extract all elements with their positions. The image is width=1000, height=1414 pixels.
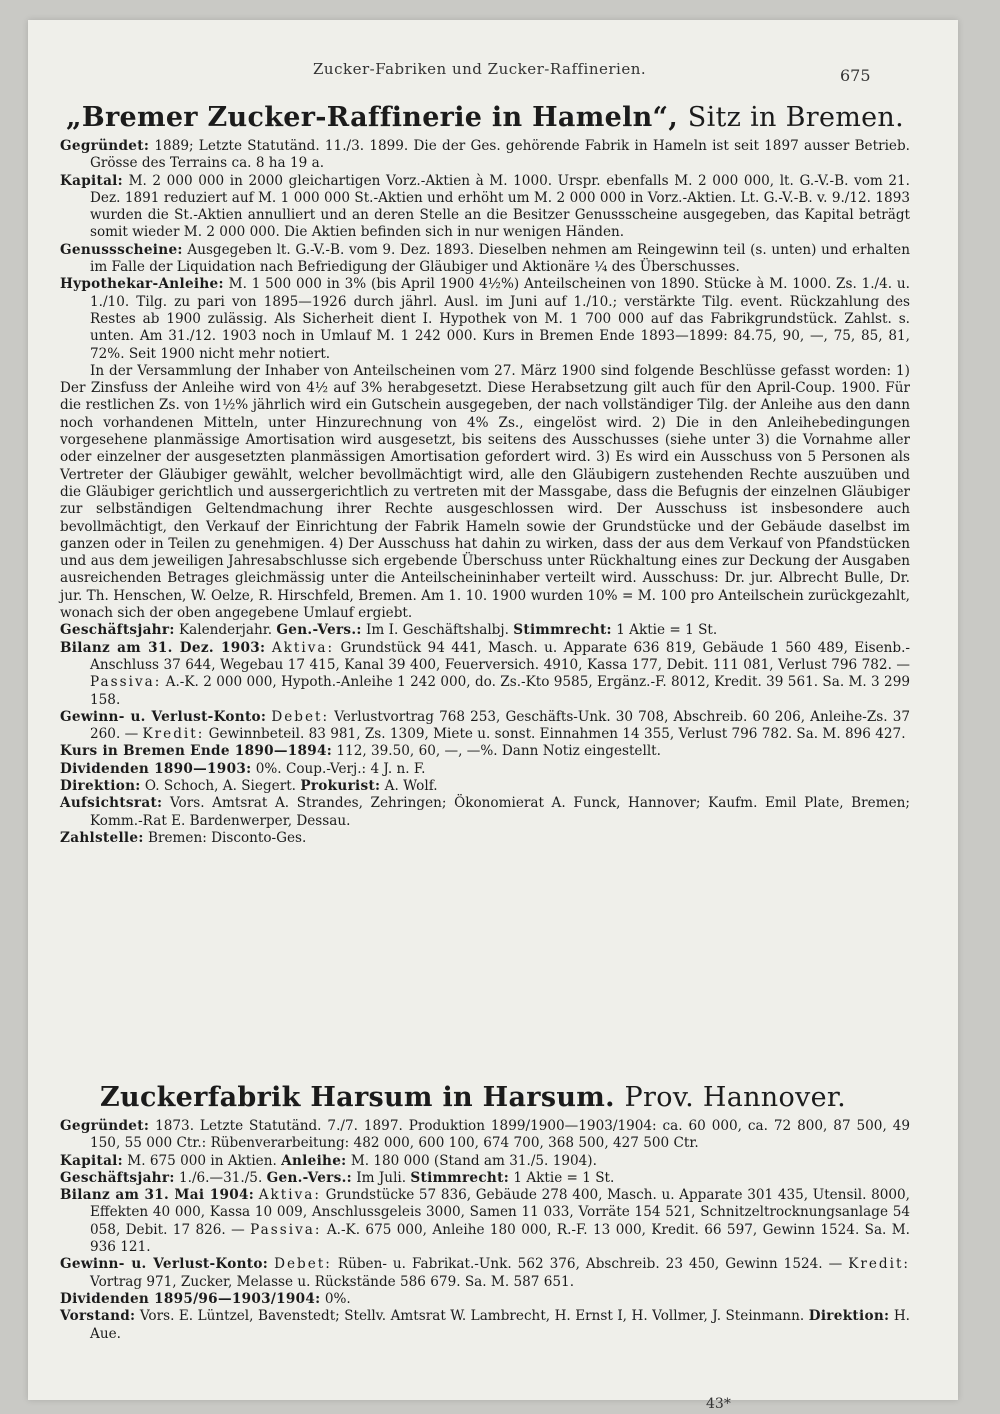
page-number: 675 [840,66,871,85]
company-name: „Bremer Zucker-Raffinerie in Hameln“, [66,102,679,133]
company-name: Zuckerfabrik Harsum in Harsum. [100,1082,615,1113]
profit-loss-paragraph: Gewinn- u. Verlust-Konto: Debet: Rüben- u. Fabrikat.-Unk. 562 376, Abschreib. 23 450, Gewinn 1524. — Kredit: Vortrag 971, Zucker, Melasse u. Rückstände 586 679. Sa. M. 587 651. [60,1256,910,1290]
entry-bremer-zucker-raffinerie [60,102,910,847]
founded-paragraph: Gegründet: 1873. Letzte Statutänd. 7./7. 1897. Produktion 1899/1900—1903/1904: ca. 60 000, ca. 72 800, 87 500, 49 150, 55 000 Ctr.: Rübenverarbeitung: 482 000, 600 100, 674 700, 368 500, 427 500 Ctr. [60,1118,911,1152]
balance-sheet-paragraph: Bilanz am 31. Mai 1904: Aktiva: Grundstücke 57 836, Gebäude 278 400, Masch. u. Apparate 301 435, Utensil. 8000, Effekten 40 000, Kassa 10 009, Anschlussgeleis 3000, Samen 11 033, Vorräte 154 521, Schnitzeltrocknungsanlage 54 058, Debit. 17 826. — Passiva: A.-K. 675 000, Anleihe 180 000, R.-F. 13 000, Kredit. 66 597, Gewinn 1524. Sa. M. 936 121. [60,1187,911,1256]
assembly-resolutions-paragraph: In der Versammlung der Inhaber von Anteilscheinen vom 27. März 1900 sind folgende Beschlüsse gefasst worden: 1) Der Zinsfuss der Anleihe wird von 4½ auf 3% herabgesetzt. Diese Herabsetzung gilt auch für den April-Coup. 1900. Für die restlichen Zs. von 1½% jährlich wird ein Gutschein ausgegeben, der nach vollständiger Tilg. der Anleihe aus den dann noch vorhandenen Mitteln, unter Hinzurechnung von 4% Zs., eingelöst wird. 2) Die in den Anleihebedingungen vorgesehene planmässige Amortisation wird ausgesetzt, bis seitens des Ausschusses (siehe unter 3) die Vornahme aller oder einzelner der ausgesetzten planmässigen Amortisation gefordert wird. 3) Es wird ein Ausschuss von 5 Personen als Vertreter der Gläubiger gewählt, welcher bevollmächtigt wird, alle den Gläubigern zustehenden Rechte auszuüben und die Gläubiger gerichtlich und aussergerichtlich zu vertreten mit der Massgabe, dass die Befugnis der einzelnen Gläubiger zur selbständigen Geltendmachung ihrer Rechte ausgeschlossen wird. Der Ausschuss ist insbesondere auch bevollmächtigt, den Verkauf der Einrichtung der Fabrik Hameln sowie der Grundstücke und der Gebäude daselbst im ganzen oder in Teilen zu genehmigen. 4) Der Ausschuss hat dahin zu wirken, dass der aus dem Verkauf von Pfandstücken und aus dem jeweiligen Jahresabschlusse sich ergebende Überschuss unter Rückhaltung eines zur Deckung der Ausgaben ausreichenden Betrages gleichmässig unter die Anteilscheininhaber verteilt wird. Ausschuss: Dr. jur. Albrecht Bulle, Dr. jur. Th. Henschen, W. Oelze, R. Hirschfeld, Bremen. Am 1. 10. 1900 wurden 10% = M. 100 pro Anteilschein zurückgezahlt, wonach sich der oben angegebene Umlauf ergiebt. [60,362,910,622]
document-page [28,20,958,1412]
entry-zuckerfabrik-harsum [60,1082,910,1343]
supervisory-board-paragraph: Aufsichtsrat: Vors. Amtsrat A. Strandes, Zehringen; Ökonomierat A. Funck, Hannover; Kaufm. Emil Plate, Bremen; Komm.-Rat E. Bardenwerper, Dessau. [60,795,910,829]
profit-loss-paragraph: Gewinn- u. Verlust-Konto: Debet: Verlustvortrag 768 253, Geschäfts-Unk. 30 708, Abschreib. 60 206, Anleihe-Zs. 37 260. — Kredit: Gewinnbeteil. 83 981, Zs. 1309, Miete u. sonst. Einnahmen 14 355, Verlust 796 782. Sa. M. 896 427. [60,708,910,743]
management-paragraph: Direktion: O. Schoch, A. Siegert. Prokurist: A. Wolf. [60,777,438,794]
signature-mark: 43* [706,1396,731,1412]
genussscheine-paragraph: Genussscheine: Ausgegeben lt. G.-V.-B. vom 9. Dez. 1893. Dieselben nehmen am Reingewinn teil (s. unten) und erhalten im Falle der Liquidation nach Befriedigung der Gläubiger und Aktionäre ¼ des Überschusses. [60,241,910,276]
board-paragraph: Vorstand: Vors. E. Lüntzel, Bavenstedt; Stellv. Amtsrat W. Lambrecht, H. Ernst I, H. Vollmer, J. Steinmann. Direktion: H. Aue. [60,1308,910,1342]
fiscal-year-paragraph: Geschäftsjahr: Kalenderjahr. Gen.-Vers.: Im I. Geschäftshalbj. Stimmrecht: 1 Aktie = 1 St. [60,622,718,639]
paying-agent-paragraph: Zahlstelle: Bremen: Disconto-Ges. [60,829,307,846]
entry-title [60,102,910,134]
founded-paragraph: Gegründet: 1889; Letzte Statutänd. 11./3. 1899. Die der Ges. gehörende Fabrik in Hameln ist seit 1897 ausser Betrieb. Grösse des Terrains ca. 8 ha 19 a. [60,138,910,172]
fiscal-year-paragraph: Geschäftsjahr: 1./6.—31./5. Gen.-Vers.: Im Juli. Stimmrecht: 1 Aktie = 1 St. [60,1169,615,1186]
running-head: Zucker-Fabriken und Zucker-Raffinerien. [313,60,647,78]
capital-paragraph: Kapital: M. 675 000 in Aktien. Anleihe: M. 180 000 (Stand am 31./5. 1904). [60,1152,597,1169]
balance-sheet-paragraph: Bilanz am 31. Dez. 1903: Aktiva: Grundstück 94 441, Masch. u. Apparate 636 819, Gebäude 1 560 489, Eisenb.-Anschluss 37 644, Wegebau 17 415, Kanal 39 400, Feuerversich. 4910, Kassa 177, Debit. 111 081, Verlust 796 782. — Passiva: A.-K. 2 000 000, Hypoth.-Anleihe 1 242 000, do. Zs.-Kto 9585, Ergänz.-F. 8012, Kredit. 39 561. Sa. M. 3 299 158. [60,639,910,708]
company-seat: Sitz in Bremen. [687,102,904,133]
company-province: Prov. Hannover. [624,1082,847,1113]
share-price-paragraph: Kurs in Bremen Ende 1890—1894: 112, 39.50, 60, —, —%. Dann Notiz eingestellt. [60,743,661,760]
entry-title [60,1082,910,1114]
capital-paragraph: Kapital: M. 2 000 000 in 2000 gleichartigen Vorz.-Aktien à M. 1000. Urspr. ebenfalls M. 2 000 000, lt. G.-V.-B. vom 21. Dez. 1891 reduziert auf M. 1 000 000 St.-Aktien und erhöht um M. 2 000 000 in Vorz.-Aktien. Lt. G.-V.-B. v. 9./12. 1893 wurden die St.-Aktien annulliert und an deren Stelle an die Besitzer Genussscheine ausgegeben, das Kapital beträgt somit wieder M. 2 000 000. Die Aktien befinden sich in nur wenigen Händen. [60,172,910,241]
dividends-paragraph: Dividenden 1890—1903: 0%. Coup.-Verj.: 4 J. n. F. [60,760,426,777]
dividends-paragraph: Dividenden 1895/96—1903/1904: 0%. [60,1290,351,1307]
mortgage-loan-paragraph: Hypothekar-Anleihe: M. 1 500 000 in 3% (bis April 1900 4½%) Anteilscheinen von 1890. Stücke à M. 1000. Zs. 1./4. u. 1./10. Tilg. zu pari von 1895—1926 durch jährl. Ausl. im Juni auf 1./10.; verstärkte Tilg. event. Rückzahlung des Restes ab 1900 zulässig. Als Sicherheit dient I. Hypothek von M. 1 700 000 auf das Fabrikgrundstück. Zahlst. s. unten. Am 31./12. 1903 noch in Umlauf M. 1 242 000. Kurs in Bremen Ende 1893—1899: 84.75, 90, —, 75, 85, 81, 72%. Seit 1900 nicht mehr notiert. [60,276,910,362]
